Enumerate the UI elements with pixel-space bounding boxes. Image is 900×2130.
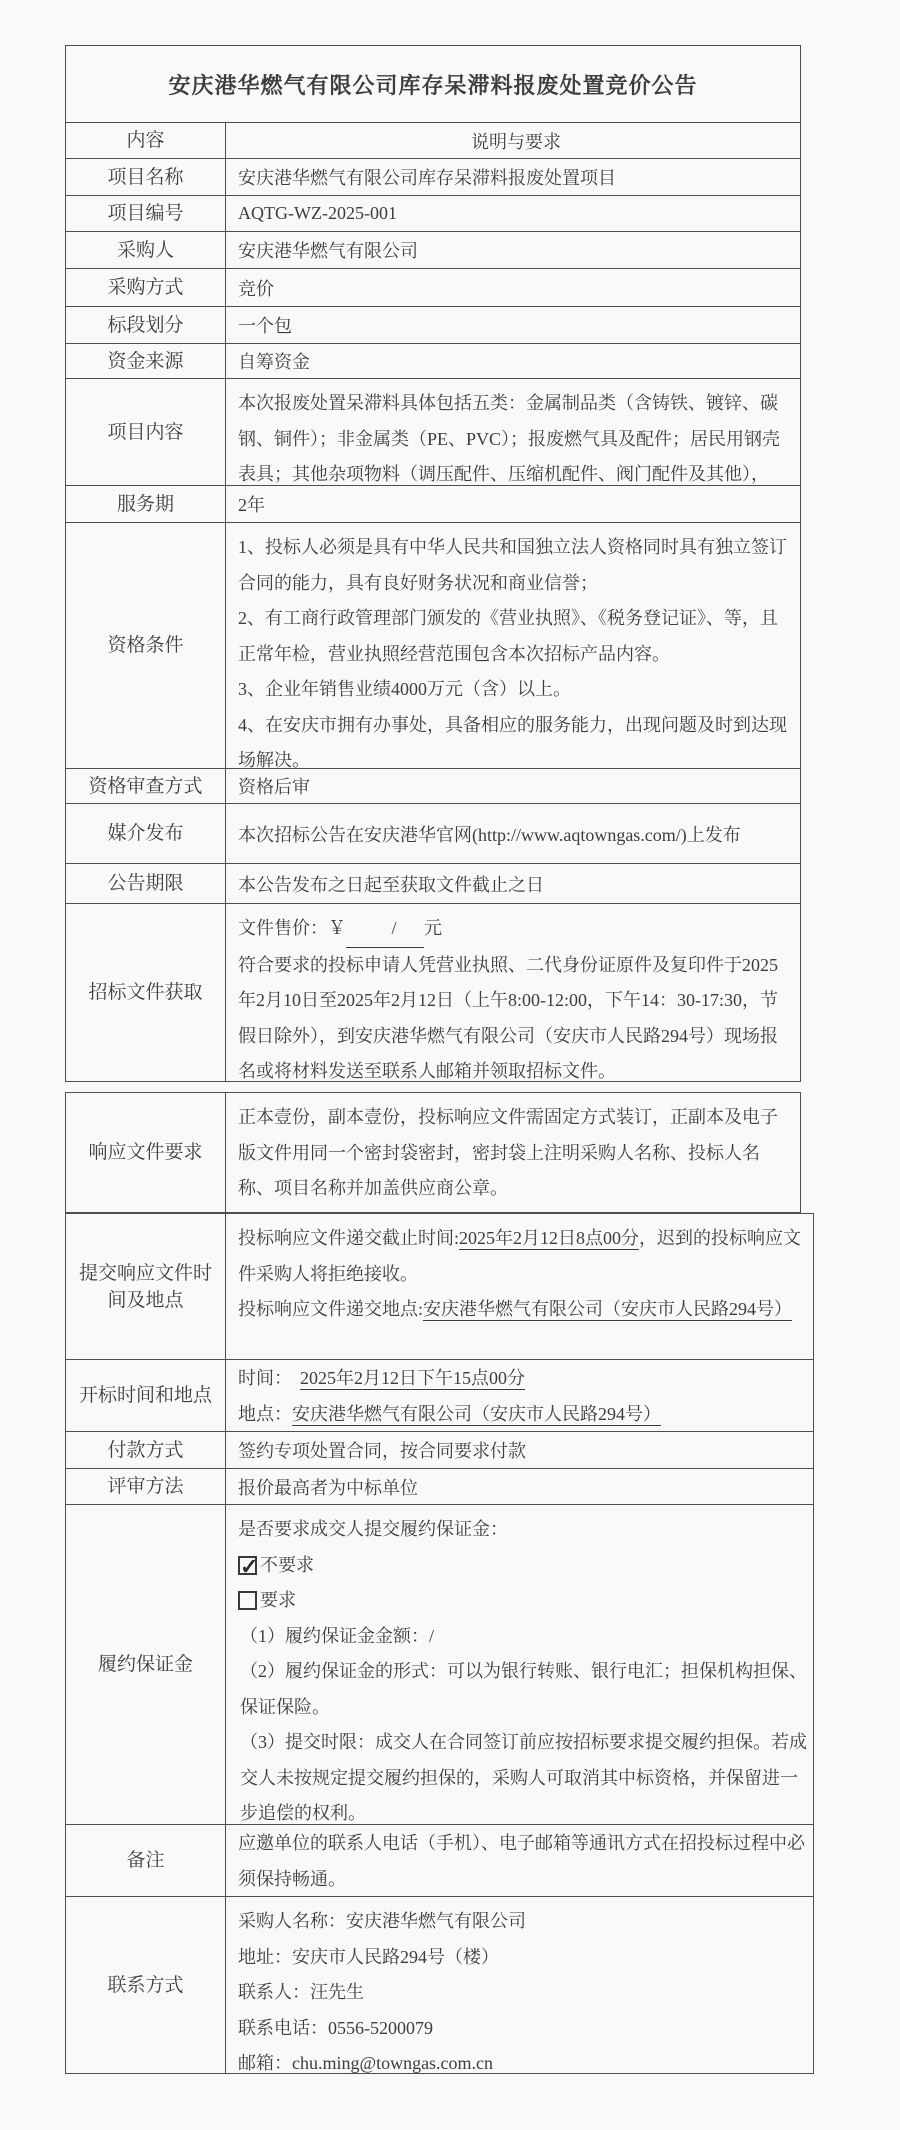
evaluation-label: 评审方法 xyxy=(66,1469,226,1504)
doc-acquisition-text: 符合要求的投标申请人凭营业执照、二代身份证原件及复印件于2025年2月10日至2025年2月12日（上午8:00-12:00，下午14：30-17:30，节假日除外），到安庆港华燃气有限公司（安庆市人民路294号）现场报名或将材料发送至联系人邮箱并领取招标文件。 xyxy=(238,954,778,1081)
row-submission xyxy=(66,1214,813,1359)
qualifications-label: 资格条件 xyxy=(66,523,226,768)
submission-place-line xyxy=(238,1292,807,1328)
checkbox-unchecked-icon xyxy=(238,1591,257,1610)
purchaser-value: 安庆港华燃气有限公司 xyxy=(238,241,418,261)
row-response-doc-req xyxy=(66,1093,800,1212)
opening-place-value: 安庆港华燃气有限公司（安庆市人民路294号） xyxy=(292,1403,661,1424)
remarks-text: 应邀单位的联系人电话（手机）、电子邮箱等通讯方式在招投标过程中必须保持畅通。 xyxy=(238,1833,805,1889)
project-name-value: 安庆港华燃气有限公司库存呆滞料报废处置项目 xyxy=(238,168,616,188)
contact-line-phone: 联系电话：0556-5200079 xyxy=(238,2017,433,2038)
bond-option-no-label: 不要求 xyxy=(260,1554,314,1575)
submission-deadline-value: 2025年2月12日8点00分 xyxy=(459,1228,639,1248)
opening-place-line xyxy=(238,1397,807,1433)
page-title: 安庆港华燃气有限公司库存呆滞料报废处置竞价公告 xyxy=(168,72,698,98)
announcement-period-value: 本公告发布之日起至获取文件截止之日 xyxy=(238,874,544,895)
row-evaluation xyxy=(66,1468,813,1504)
qualification-review-label: 资格审查方式 xyxy=(66,769,226,803)
submission-place-prefix: 投标响应文件递交地点: xyxy=(238,1299,423,1319)
bond-option-yes-label: 要求 xyxy=(260,1590,296,1610)
project-content-text: 本次报废处置呆滞料具体包括五类：金属制品类（含铸铁、镀锌、碳钢、铜件）；非金属类（PE、PVC）；报废燃气具及配件；居民用钢壳表具；其他杂项物料（调压配件、压缩机配件、阀门配件及其他）， xyxy=(238,393,781,484)
opening-place-prefix: 地点： xyxy=(238,1403,292,1424)
submission-place-value: 安庆港华燃气有限公司（安庆市人民路294号） xyxy=(423,1299,792,1319)
row-qualification-review xyxy=(66,768,800,803)
doc-price-suffix: 元 xyxy=(424,918,442,938)
bond-item: （2）履约保证金的形式：可以为银行转账、银行电汇；担保机构担保、保证保险。 xyxy=(240,1661,807,1717)
contact-line-email: 邮箱：chu.ming@towngas.com.cn xyxy=(238,2053,494,2073)
lot-division-label: 标段划分 xyxy=(66,307,226,343)
row-purchaser xyxy=(66,231,800,268)
row-payment xyxy=(66,1431,813,1468)
announcement-table-part3 xyxy=(65,1213,814,2074)
project-name-label: 项目名称 xyxy=(66,159,226,195)
contact-label: 联系方式 xyxy=(66,1897,226,2073)
service-period-label: 服务期 xyxy=(66,486,226,522)
media-release-label: 媒介发布 xyxy=(66,804,226,863)
row-opening xyxy=(66,1359,813,1431)
response-doc-req-value xyxy=(226,1093,800,1212)
checkbox-checked-icon xyxy=(238,1556,257,1575)
evaluation-value: 报价最高者为中标单位 xyxy=(238,1477,418,1498)
row-purchase-method xyxy=(66,268,800,306)
bond-option-yes xyxy=(238,1583,807,1619)
row-lot-division xyxy=(66,306,800,343)
opening-time-value: 2025年2月12日下午15点00分 xyxy=(300,1368,525,1388)
opening-time-line xyxy=(238,1361,807,1397)
contact-line-address: 地址：安庆市人民路294号（楼） xyxy=(238,1946,499,1967)
row-remarks xyxy=(66,1824,813,1896)
bond-option-no xyxy=(238,1548,807,1584)
row-project-content xyxy=(66,378,800,485)
response-doc-req-label: 响应文件要求 xyxy=(66,1093,226,1212)
bond-intro: 是否要求成交人提交履约保证金： xyxy=(238,1519,508,1539)
purchase-method-value: 竞价 xyxy=(238,278,274,299)
row-contact xyxy=(66,1896,813,2073)
header-label-col: 内容 xyxy=(66,123,226,158)
purchase-method-label: 采购方式 xyxy=(66,269,226,306)
remarks-value xyxy=(226,1825,813,1896)
qualification-item: 1、投标人必须是具有中华人民共和国独立法人资格同时具有独立签订合同的能力，具有良好财务状况和商业信誉； xyxy=(238,537,787,593)
doc-acquisition-value xyxy=(226,904,800,1081)
bond-item: （1）履约保证金金额：/ xyxy=(240,1625,434,1646)
submission-deadline-prefix: 投标响应文件递交截止时间: xyxy=(238,1228,459,1248)
doc-acquisition-label: 招标文件获取 xyxy=(66,904,226,1081)
row-funding-source xyxy=(66,343,800,378)
row-announcement-period xyxy=(66,863,800,903)
project-no-value: AQTG-WZ-2025-001 xyxy=(238,203,397,223)
qualification-item: 2、有工商行政管理部门颁发的《营业执照》、《税务登记证》、等，且正常年检，营业执照经营范围包含本次招标产品内容。 xyxy=(238,608,778,664)
payment-label: 付款方式 xyxy=(66,1432,226,1468)
row-project-name xyxy=(66,158,800,195)
header-value-col: 说明与要求 xyxy=(471,131,561,152)
funding-source-value: 自筹资金 xyxy=(238,352,310,372)
qualification-item: 3、企业年销售业绩4000万元（含）以上。 xyxy=(238,679,571,699)
row-media-release xyxy=(66,803,800,863)
response-doc-req-text: 正本壹份，副本壹份，投标响应文件需固定方式装订，正副本及电子版文件用同一个密封袋密封，密封袋上注明采购人名称、投标人名称、项目名称并加盖供应商公章。 xyxy=(238,1107,778,1198)
contact-value xyxy=(226,1897,813,2073)
purchaser-label: 采购人 xyxy=(66,232,226,268)
service-period-value: 2年 xyxy=(238,495,265,515)
bond-label: 履约保证金 xyxy=(66,1505,226,1824)
contact-line-purchaser: 采购人名称：安庆港华燃气有限公司 xyxy=(238,1911,526,1931)
row-qualifications xyxy=(66,522,800,768)
payment-value: 签约专项处置合同，按合同要求付款 xyxy=(238,1441,526,1461)
media-release-value: 本次招标公告在安庆港华官网(http://www.aqtowngas.com/)上发布 xyxy=(238,824,741,845)
opening-value xyxy=(226,1360,813,1431)
announcement-table-part1 xyxy=(65,45,801,1082)
submission-deadline-suffix: ，迟到的投标响应文件采购人将拒绝接收。 xyxy=(238,1228,801,1284)
submission-label: 提交响应文件时间及地点 xyxy=(66,1214,226,1359)
project-content-value xyxy=(226,379,800,485)
bond-item: （3）提交时限：成交人在合同签订前应按招标要求提交履约担保。若成交人未按规定提交履约担保的，采购人可取消其中标资格，并保留进一步追偿的权利。 xyxy=(240,1732,807,1823)
opening-label: 开标时间和地点 xyxy=(66,1360,226,1431)
qualifications-value xyxy=(226,523,800,768)
opening-time-prefix: 时间： xyxy=(238,1368,292,1388)
row-service-period xyxy=(66,485,800,522)
doc-price-prefix: 文件售价：￥ xyxy=(238,918,346,938)
qualification-item: 4、在安庆市拥有办事处，具备相应的服务能力，出现问题及时到达现场解决。 xyxy=(238,714,787,770)
submission-deadline-line xyxy=(238,1221,807,1292)
row-project-no xyxy=(66,195,800,231)
submission-value xyxy=(226,1214,813,1359)
row-bond xyxy=(66,1504,813,1824)
project-content-label: 项目内容 xyxy=(66,379,226,485)
row-doc-acquisition xyxy=(66,903,800,1081)
header-row xyxy=(66,122,800,158)
bond-value xyxy=(226,1505,813,1824)
funding-source-label: 资金来源 xyxy=(66,344,226,378)
doc-price-line xyxy=(238,911,794,948)
title-row xyxy=(66,46,800,122)
announcement-table-part2 xyxy=(65,1092,801,1213)
project-no-label: 项目编号 xyxy=(66,196,226,231)
remarks-label: 备注 xyxy=(66,1825,226,1896)
qualification-review-value: 资格后审 xyxy=(238,777,310,797)
announcement-period-label: 公告期限 xyxy=(66,864,226,903)
doc-price-blank: / xyxy=(346,911,424,948)
lot-division-value: 一个包 xyxy=(238,316,292,336)
contact-line-person: 联系人：汪先生 xyxy=(238,1982,364,2002)
